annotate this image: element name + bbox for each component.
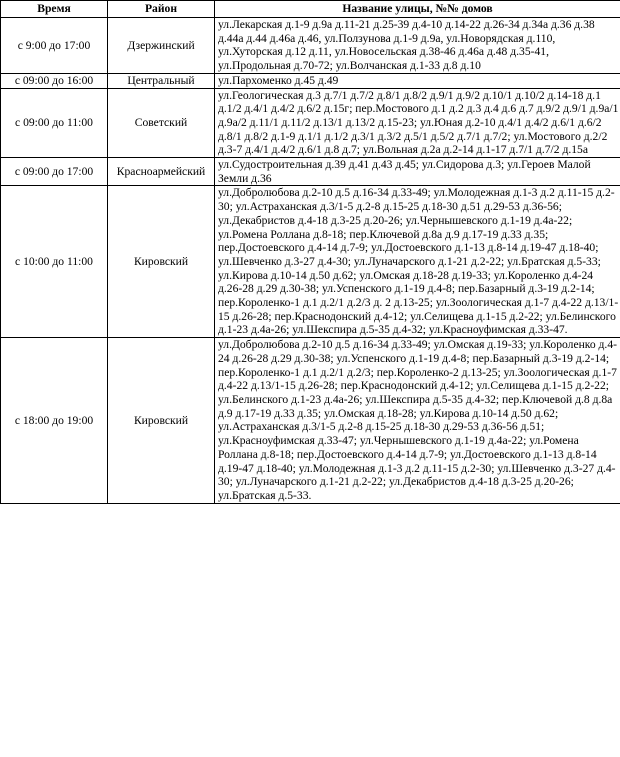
header-time: Время bbox=[1, 1, 108, 18]
table-row bbox=[1, 18, 620, 74]
streets-cell: ул.Лекарская д.1-9 д.9а д.11-21 д.25-39 д.4-10 д.14-22 д.26-34 д.34а д.36 д.38 д.44а д.44 д.46а д.46, ул.Ползунова д.1-9 д.9а, ул.Новорядская д.110, ул.Хуторская д.12 д.11, ул.Новосельская д.38-46 д.46а д.48 д.35-41, ул.Продольная д.70-72; ул.Волчанская д.1-33 д.8 д.10 bbox=[215, 18, 620, 74]
time-cell: с 09:00 до 11:00 bbox=[1, 88, 108, 158]
district-cell: Красноармейский bbox=[108, 158, 215, 186]
streets-cell: ул.Судостроительная д.39 д.41 д.43 д.45; ул.Сидорова д.3; ул.Героев Малой Земли д.36 bbox=[215, 158, 620, 186]
table-row bbox=[1, 88, 620, 158]
time-cell: с 09:00 до 17:00 bbox=[1, 158, 108, 186]
table-row bbox=[1, 73, 620, 88]
time-cell: с 18:00 до 19:00 bbox=[1, 338, 108, 503]
district-cell: Центральный bbox=[108, 73, 215, 88]
header-district: Район bbox=[108, 1, 215, 18]
time-cell: с 10:00 до 11:00 bbox=[1, 186, 108, 338]
header-streets: Название улицы, №№ домов bbox=[215, 1, 620, 18]
table-row bbox=[1, 338, 620, 503]
streets-cell: ул.Геологическая д.3 д.7/1 д.7/2 д.8/1 д.8/2 д.9/1 д.9/2 д.10/1 д.10/2 д.14-18 д.1 д.1/2 д.4/1 д.4/2 д.6/2 д.15г; пер.Мостового д.1 д.2 д.3 д.4 д.6 д.7 д.9/2 д.9/1 д.9а/1 д.9а/2 д.11/1 д.11/2 д.13/1 д.13/2 д.15-23; ул.Юная д.2-10 д.4/1 д.4/2 д.6/1 д.6/2 д.8/1 д.8/2 д.1-9 д.1/1 д.1/2 д.3/1 д.3/2 д.5/1 д.5/2 д.7/1 д.7/2; ул.Мостового д.2/2 д.3-7 д.4/1 д.4/2 д.6/1 д.8 д.7; ул.Вольная д.2а д.2-14 д.1-17 д.7/1 д.7/2 д.15а bbox=[215, 88, 620, 158]
district-cell: Дзержинский bbox=[108, 18, 215, 74]
time-cell: с 09:00 до 16:00 bbox=[1, 73, 108, 88]
streets-cell: ул.Пархоменко д.45 д.49 bbox=[215, 73, 620, 88]
streets-cell: ул.Добролюбова д.2-10 д.5 д.16-34 д.33-49; ул.Омская д.19-33; ул.Короленко д.4-24 д.26-28 д.29 д.30-38; ул.Успенского д.1-19 д.4-8; пер.Базарный д.3-19 д.2-14; пер.Короленко-1 д.1 д.2/1 д.2/3; пер.Короленко-2 д.13-25; ул.Зоологическая д.1-7 д.4-22 д.13/1-15 д.26-28; пер.Краснодонский д.4-12; ул.Селищева д.1-15 д.2-22; ул.Белинского д.1-23 д.4а-26; ул.Шекспира д.5-35 д.4-32; пер.Ключевой д.8 д.8а д.9 д.17-19 д.33 д.35; ул.Омская д.18-28; ул.Кирова д.10-14 д.50 д.62; ул.Астраханская д.3/1-5 д.2-8 д.15-25 д.18-30 д.29-53 д.36-56 д.51; ул.Красноуфимская д.33-47; ул.Чернышевского д.1-19 д.4а-22; ул.Ромена Роллана д.8-18; пер.Достоевского д.4-14 д.7-9; ул.Достоевского д.1-13 д.8-14 д.19-47 д.18-40; ул.Молодежная д.1-3 д.2 д.11-15 д.2-30; ул.Шевченко д.3-27 д.4-30; ул.Луначарского д.1-21 д.2-22; ул.Декабристов д.4-18 д.3-25 д.20-26; ул.Братская д.5-33. bbox=[215, 338, 620, 503]
time-cell: с 9:00 до 17:00 bbox=[1, 18, 108, 74]
streets-cell: ул.Добролюбова д.2-10 д.5 д.16-34 д.33-49; ул.Молодежная д.1-3 д.2 д.11-15 д.2-30; ул.Астраханская д.3/1-5 д.2-8 д.15-25 д.18-30 д.51 д.29-53 д.36-56; ул.Декабристов д.4-18 д.3-25 д.20-26; ул.Чернышевского д.1-19 д.4а-22; ул.Ромена Роллана д.8-18; пер.Ключевой д.8а д.9 д.17-19 д.33 д.35; пер.Достоевского д.4-14 д.7-9; ул.Достоевского д.1-13 д.8-14 д.19-47 д.18-40; ул.Шевченко д.3-27 д.4-30; ул.Луначарского д.1-21 д.2-22; ул.Братская д.5-33; ул.Кирова д.10-14 д.50 д.62; ул.Омская д.18-28 д.19-33; ул.Короленко д.4-24 д.26-28 д.29 д.30-38; ул.Успенского д.1-19 д.4-8; пер.Базарный д.3-19 д.2-14; пер.Короленко-1 д.1 д.2/1 д.2/3 д. 2 д.13-25; ул.Зоологическая д.1-7 д.4-22 д.13/1-15 д.26-28; пер.Краснодонский д.4-12; ул.Селищева д.1-15 д.2-22; ул.Белинского д.1-23 д.4а-26; ул.Шекспира д.5-35 д.4-32; ул.Красноуфимская д.33-47. bbox=[215, 186, 620, 338]
district-cell: Советский bbox=[108, 88, 215, 158]
district-cell: Кировский bbox=[108, 186, 215, 338]
header-row bbox=[1, 1, 620, 18]
district-cell: Кировский bbox=[108, 338, 215, 503]
table-row bbox=[1, 186, 620, 338]
table-row bbox=[1, 158, 620, 186]
